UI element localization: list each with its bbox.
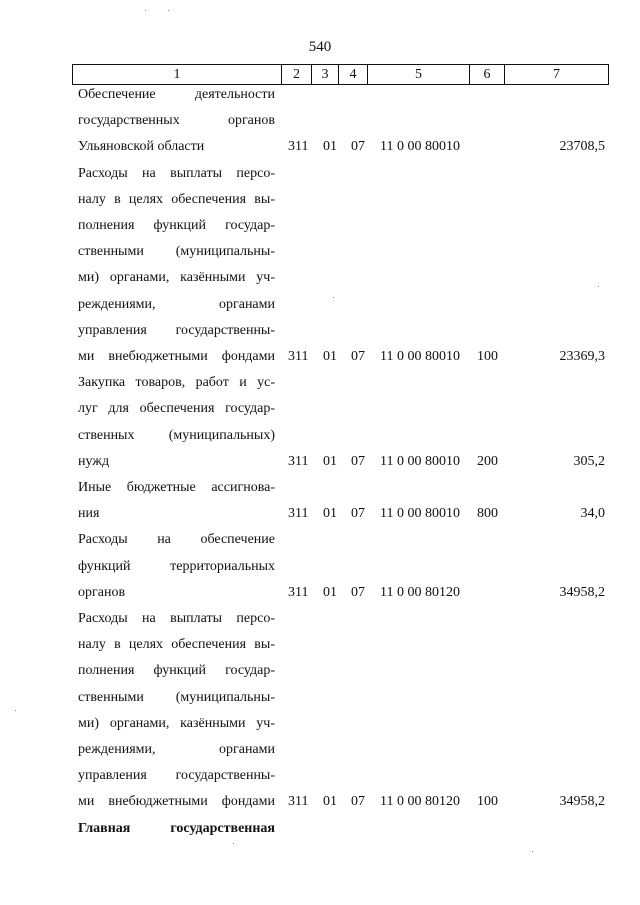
- description-line: луг для обеспечения государ-: [78, 401, 275, 417]
- cell-col4: 07: [351, 453, 365, 469]
- description-line: налу в целях обеспечения вы-: [78, 191, 275, 207]
- cell-col3: 01: [323, 506, 337, 522]
- cell-col5: 11 0 00 80010: [380, 139, 460, 155]
- description-line: функций территориальных: [78, 558, 275, 574]
- description-line: ми внебюджетными фондами: [78, 348, 275, 364]
- row-description: [78, 161, 275, 371]
- cell-col5: 11 0 00 80120: [380, 584, 460, 600]
- description-line: реждениями, органами: [78, 296, 275, 312]
- row-description: [78, 816, 275, 842]
- cell-col2: 311: [288, 453, 309, 469]
- cell-col4: 07: [351, 139, 365, 155]
- scan-speck: [598, 286, 599, 287]
- cell-col4: 07: [351, 348, 365, 364]
- description-line: Обеспечение деятельности: [78, 87, 275, 102]
- description-line: ми внебюджетными фондами: [78, 794, 275, 810]
- description-line: полнения функций государ-: [78, 663, 275, 679]
- description-line: Расходы на выплаты персо-: [78, 165, 275, 181]
- cell-col3: 01: [323, 794, 337, 810]
- cell-col5: 11 0 00 80120: [380, 794, 460, 810]
- description-line: реждениями, органами: [78, 741, 275, 757]
- scan-speck: [145, 10, 146, 11]
- cell-col3: 01: [323, 139, 337, 155]
- description-line: Закупка товаров, работ и ус-: [78, 375, 275, 391]
- cell-col4: 07: [351, 794, 365, 810]
- cell-col2: 311: [288, 506, 309, 522]
- cell-col7: 23369,3: [559, 348, 605, 364]
- cell-col5: 11 0 00 80010: [380, 506, 460, 522]
- row-description: [78, 475, 275, 527]
- cell-col6: 200: [477, 453, 498, 469]
- row-description: [78, 82, 275, 161]
- header-col-4: 4: [338, 65, 367, 84]
- description-line: ственными (муниципальны-: [78, 244, 275, 260]
- cell-col7: 305,2: [573, 453, 605, 469]
- cell-col2: 311: [288, 348, 309, 364]
- cell-col6: 100: [477, 348, 498, 364]
- page-number: 540: [308, 39, 332, 55]
- row-description: [78, 606, 275, 816]
- description-line: ственными (муниципальны-: [78, 689, 275, 705]
- cell-col7: 23708,5: [559, 139, 605, 155]
- header-col-7: 7: [504, 65, 608, 84]
- cell-col2: 311: [288, 584, 309, 600]
- description-line: Расходы на обеспечение: [78, 532, 275, 548]
- description-line: налу в целях обеспечения вы-: [78, 637, 275, 653]
- header-col-5: 5: [367, 65, 469, 84]
- description-line: Главная государственная: [78, 820, 275, 836]
- cell-col4: 07: [351, 506, 365, 522]
- header-col-1: 1: [173, 67, 181, 82]
- description-line: государственных органов: [78, 113, 275, 129]
- cell-col6: 100: [477, 794, 498, 810]
- description-line: нужд: [78, 453, 110, 469]
- description-line: ственных (муниципальных): [78, 427, 275, 443]
- cell-col7: 34,0: [580, 506, 605, 522]
- cell-col4: 07: [351, 584, 365, 600]
- cell-col3: 01: [323, 453, 337, 469]
- scan-speck: [532, 851, 533, 852]
- description-line: ми) органами, казёнными уч-: [78, 270, 275, 286]
- cell-col7: 34958,2: [559, 584, 605, 600]
- scan-speck: [168, 10, 169, 11]
- scan-speck: [15, 710, 16, 711]
- description-line: органов: [78, 584, 126, 600]
- cell-col2: 311: [288, 139, 309, 155]
- header-col-3: 3: [311, 65, 338, 84]
- cell-col3: 01: [323, 584, 337, 600]
- row-description: [78, 527, 275, 606]
- cell-col7: 34958,2: [559, 794, 605, 810]
- description-line: ния: [78, 506, 100, 522]
- scan-speck: [333, 297, 334, 298]
- header-col-6: 6: [469, 65, 504, 84]
- cell-col6: 800: [477, 506, 498, 522]
- description-line: Ульяновской области: [78, 139, 205, 155]
- description-line: Иные бюджетные ассигнова-: [78, 480, 275, 495]
- description-line: ми) органами, казёнными уч-: [78, 715, 275, 731]
- description-line: управления государственны-: [78, 322, 275, 338]
- cell-col3: 01: [323, 348, 337, 364]
- cell-col2: 311: [288, 794, 309, 810]
- cell-col5: 11 0 00 80010: [380, 453, 460, 469]
- description-line: управления государственны-: [78, 768, 275, 784]
- header-col-2: 2: [281, 65, 311, 84]
- row-description: [78, 370, 275, 475]
- description-line: Расходы на выплаты персо-: [78, 611, 275, 626]
- scan-speck: [233, 843, 234, 844]
- cell-col5: 11 0 00 80010: [380, 348, 460, 364]
- description-line: полнения функций государ-: [78, 217, 275, 233]
